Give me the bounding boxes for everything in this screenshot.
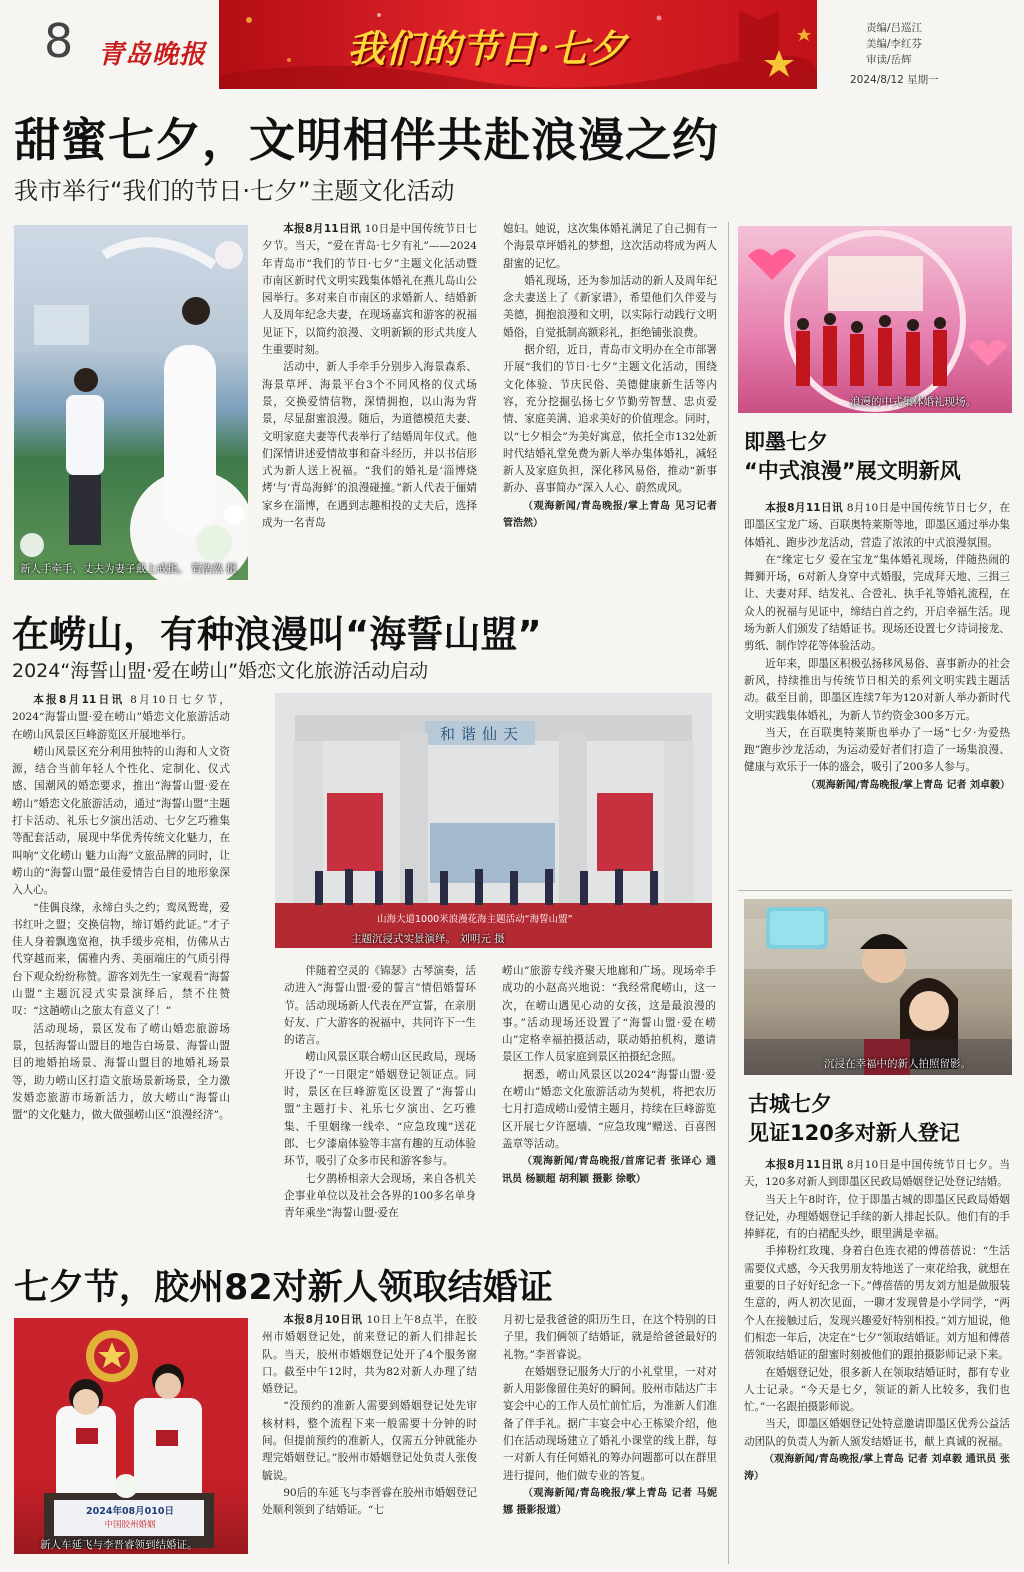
editor-line-2: 美编/李红芬 [866,38,923,50]
a4-para-5: 当天，即墨区婚姻登记处特意邀请即墨区优秀公益活动团队的负责人为新人颁发结婚证书，献上真诚的祝福。 [744,1418,1010,1448]
a1-wedding-photo [14,225,248,580]
divider-horizontal-right-1 [738,890,1012,891]
a1-column-2 [503,221,717,585]
a4-para-3: 手捧粉红玫瑰、身着白色连衣裙的傅蓓蓓说：“生活需要仪式感，今天我男朋友特地送了一束花给我，就想在重要的日子好好纪念一下。”傅蓓蓓的男友刘方旭是做服装生意的，两人初次见面，一聊才发现曾是小学同学，“两个人在接触过后，发现兴趣爱好特别相投。”刘方旭说，他们相恋一年后，决定在“七夕”领取结婚证。刘方旭和傅蓓蓓领取结婚证的甜蜜时刻被他们的跟拍摄影师记录下来。 [744,1245,1010,1362]
a2-para-3: 近年来，即墨区积极弘扬移风易俗、喜事新办的社会新风，持续推出与传统节日相关的系列文明实践主题活动。截至目前，即墨区连续7年为120对新人举办新时代文明实践集体婚礼，为新人节约资金300多万元。 [744,657,1010,722]
a3-subhead: 2024“海誓山盟·爱在崂山”婚恋文化旅游活动启动 [12,660,429,682]
a3-para-6: 崂山风景区联合崂山区民政局，现场开设了“一日限定”婚姻登记领证点。同时，景区在巨峰游览区设置了“海誓山盟”主题打卡、礼乐七夕演出、乞巧雅集、千里姻缘一线牵、“应急玫瑰”送花郎、七夕漆扇体验等丰富有趣的互动体验环节，吸引了众多市民和游客参与。 [284,1051,476,1168]
a5-column-2 [503,1312,717,1565]
a1-para-2: 活动中，新人手牵手分别步入海景森系、海景草坪、海景平台3个不同风格的仪式场景，交换爱情信物，深情拥抱，以山海为背景，尽显甜蜜浪漫。随后，为道德模范夫妻、文明家庭夫妻等代表举行了结婚周年仪式。他们深情讲述爱情故事和奋斗经历，并以书信形式为新人送上祝福。“我们的婚礼是‘淄博烧烤’与‘青岛海鲜’的浪漫碰撞。”新人代表于俪婧家乡在淄博，在遇到志趣相投的丈夫后，选择成为一名青岛 [262,361,477,530]
a5-para-5: 在婚姻登记服务大厅的小礼堂里，一对对新人用影像留住美好的瞬间。胶州市陆达广丰宴会中心的工作人员忙前忙后，为准新人们准备了伴手礼。据广丰宴会中心王栋梁介绍，他们在活动现场建立了婚礼小课堂的线上群，每一对新人有任何婚礼的筹办问题都可以在群里进行提问，他们做专业的答复。 [503,1365,717,1482]
a3-dateline: 本报8月11日讯 [33,694,125,706]
a5-para-4: 月初七是我爸爸的阳历生日，在这个特别的日子里，我们俩领了结婚证，就是给爸爸最好的礼物。”李晋睿说。 [503,1314,717,1361]
a3-credit: （观海新闻/青岛晚报/首席记者 张译心 通讯员 杨颖超 胡利颖 摄影 徐歌） [502,1156,716,1185]
divider-vertical-right [728,222,729,1564]
a1-para-5: 据介绍，近日，青岛市文明办在全市部署开展“我们的节日·七夕”主题文化活动，围绕文化体验、节庆民俗、美德健康新生活等内容，充分挖掘弘扬七夕节勤劳智慧、忠贞爱情、家庭美满、追求美好的价值理念。同时，以“七夕相会”为美好寓意，依托全市132处新时代结婚礼堂免费为新人举办集体婚礼，减轻新人及家庭负担，深化移风易俗，推动“新事新办、喜事简办”深入人心、蔚然成风。 [503,344,717,495]
a2-photo-caption: 浪漫的中式集体婚礼现场。 [850,396,976,408]
a2-para-4: 当天，在百联奥特莱斯也举办了一场“七夕·为爱热跑”跑步沙龙活动，为运动爱好者们打造了一场集浪漫、健康与欢乐于一体的盛会，吸引了200多人参与。 [744,726,1010,774]
a4-selfie-photo [744,899,1012,1075]
a2-headline-line-1: 即墨七夕 [744,430,828,454]
a1-credit: （观海新闻/青岛晚报/掌上青岛 见习记者 管浩然） [503,500,717,530]
a3-column-1 [12,692,230,1252]
a3-column-2 [284,963,476,1251]
a2-dateline: 本报8月11日讯 [765,502,843,514]
a5-para-3: 90后的车延飞与李晋睿在胶州市婚姻登记处顺利领到了结婚证。“七 [262,1486,477,1517]
a1-column-1 [262,221,477,585]
a2-body [744,500,1010,886]
issue-date: 2024/8/12 星期一 [850,74,939,86]
a4-body [744,1157,1010,1565]
a2-credit: （观海新闻/青岛晚报/掌上青岛 记者 刘卓毅） [805,779,1010,791]
a3-para-8: 崂山”旅游专线齐聚天地廊和广场。现场牵手成功的小赵高兴地说：“我经常爬崂山，这一次，在崂山遇见心动的女孩，这是最浪漫的事。”活动现场还设置了“海誓山盟·爱在崂山”定格幸福拍摄活动，联动婚拍机构，邀请景区工作人员家庭到景区拍摄纪念照。 [502,965,716,1064]
a1-dateline: 本报8月11日讯 [283,223,361,235]
a3-column-3 [502,963,716,1251]
a5-photo-caption: 新人车延飞与李晋睿领到结婚证。 [40,1539,198,1551]
masthead [0,0,1024,94]
a5-para-2: “没预约的准新人需要到婚姻登记处先审核材料，整个流程下来一般需要十分钟的时间。但提前预约的准新人，仅需五分钟就能办理完婚姻登记。”胶州市婚姻登记处负责人张俊毓说。 [262,1400,477,1482]
festival-banner [219,0,817,89]
a3-headline: 在崂山，有种浪漫叫“海誓山盟” [12,613,542,656]
page-number: 8 [44,14,74,68]
a5-couple-photo [14,1318,248,1554]
a4-dateline: 本报8月11日讯 [765,1159,843,1171]
a3-para-2: 崂山风景区充分利用独特的山海和人文资源，结合当前年轻人个性化、定制化、仪式感、国潮风的婚恋要求，推出“海誓山盟·爱在崂山”婚恋文化旅游活动，通过“海誓山盟”主题打卡活动、礼乐七夕演出活动、七夕乞巧雅集等配套活动，展现中华优秀传统文化魅力，在叫响“文化崂山 魅力山海”文旅品牌的同时，让崂山的“海誓山盟”最佳爱情告白目的地形象深入人心。 [12,745,230,897]
a1-para-1: 10日是中国传统节日七夕节。当天，“爱在青岛·七夕有礼”——2024年青岛市“我们的节日·七夕”主题文化活动暨市南区新时代文明实践集体婚礼在燕儿岛山公园举行。多对来自市南区的求婚新人、结婚新人及周年纪念夫妻，在现场嘉宾和游客的祝福见证下，以简约浪漫、文明新颖的形式共度人生重要时刻。 [262,223,477,357]
a3-para-7: 七夕鹊桥相亲大会现场，来自各机关企事业单位以及社会各界的100多名单身青年乘坐“海誓山盟·爱在 [284,1172,476,1220]
a4-para-2: 当天上午8时许，位于即墨古城的即墨区民政局婚姻登记处，办理婚姻登记手续的新人排起长队。他们有的手捧鲜花，有的白裙配头纱，眼里满是幸福。 [744,1193,1010,1241]
a5-dateline: 本报8月10日讯 [283,1314,363,1326]
a3-para-4: 活动现场，景区发布了崂山婚恋旅游场景，包括海誓山盟目的地告白场景、海誓山盟目的地婚拍场景、海誓山盟目的地婚礼场景等，助力崂山区打造文旅场景新场景，全力激发婚恋旅游市场新活力，放大崂山“海誓山盟”的文化魅力，做大做强崂山区“浪漫经济”。 [12,1022,230,1122]
a4-para-4: 在婚姻登记处，很多新人在领取结婚证时，都有专业人士记录。“今天是七夕，领证的新人比较多，我们也忙。”一名跟拍摄影师说。 [744,1366,1010,1414]
editor-line-3: 审读/岳辉 [866,54,912,66]
a1-para-3: 媳妇。她说，这次集体婚礼满足了自己拥有一个海景草坪婚礼的梦想，这次活动将成为两人甜蜜的记忆。 [503,223,717,270]
a4-photo-caption: 沉浸在幸福中的新人拍照留影。 [824,1058,971,1070]
a3-para-1: 8月10日七夕节，2024“海誓山盟·爱在崂山”婚恋文化旅游活动在崂山风景区巨峰游览区开展地举行。 [12,694,230,741]
a4-headline [748,1090,960,1148]
a4-credit: （观海新闻/青岛晚报/掌上青岛 记者 刘卓毅 通讯员 张涛） [744,1454,1010,1483]
a5-board-subtext: 中国胶州婚姻 [104,1520,156,1530]
a1-headline: 甜蜜七夕，文明相伴共赴浪漫之约 [14,113,719,167]
paper-name-logo: 青岛晚报 [98,40,207,70]
a2-para-1: 8月10日是中国传统节日七夕，在即墨区宝龙广场、百联奥特莱斯等地，即墨区通过举办集体婚礼、跑步沙龙活动，营造了浓浓的中式浪漫氛围。 [744,502,1010,549]
a5-credit: （观海新闻/青岛晚报/掌上青岛 记者 马妮娜 摄影报道） [503,1487,717,1517]
a4-headline-line-1: 古城七夕 [748,1092,832,1116]
a3-gate-sign: 和谐仙天 [440,725,525,743]
a2-para-2: 在“缘定七夕 爱在宝龙”集体婚礼现场，伴随热闹的舞狮开场，6对新人身穿中式婚服，完成拜天地、三揖三让、夫妻对拜、结发礼、合卺礼、执手礼等婚礼流程，在众人的祝福与见证中，缔结白首之约，开启幸福生活。现场为新人们颁发了结婚证书。现场还设置七夕诗词接龙、剪纸、制作饽花等体验活动。 [744,553,1010,653]
a3-gate-photo [275,693,712,948]
a5-board-date: 2024年08月010日 [86,1506,174,1517]
a5-column-1 [262,1312,477,1565]
a2-headline-line-2: “中式浪漫”展文明新风 [744,459,961,483]
a1-para-4: 婚礼现场，还为参加活动的新人及周年纪念夫妻送上了《新家谱》，希望他们久伴爱与美德，拥抱浪漫和文明，以实际行动践行文明婚俗，自觉抵制高额彩礼，拒绝铺张浪费。 [503,274,717,339]
a4-headline-line-2: 见证120多对新人登记 [748,1121,960,1145]
a2-photo-art [738,226,1012,413]
a4-para-1: 8月10日是中国传统节日七夕。当天，120多对新人到即墨区民政局婚姻登记处登记结婚。 [744,1159,1010,1189]
a1-subhead: 我市举行“我们的节日·七夕”主题文化活动 [14,177,455,205]
a3-para-3: “佳偶良缘，永缔白头之约；鸾凤鸳鸯，爱书红叶之盟；交换信物，缔订婚约此证。”才子佳人身着飘逸宽袍，执手缓步亮相，仿佛从古代穿越而来，儒雅内秀、美丽端庄的气质引得台下观众纷纷称赞。游客刘先生一家观看“海誓山盟”主题沉浸式实景演绎后，禁不住赞叹：“这趟崂山之旅太有意义了！” [12,901,230,1018]
a2-headline [744,428,961,486]
banner-title: 我们的节日·七夕 [347,26,627,71]
editor-line-1: 责编/吕巡江 [866,22,923,34]
a4-photo-art [744,899,1012,1075]
a3-photo-caption: 主题沉浸式实景演绎。 刘明元 摄 [351,933,505,945]
a1-photo-caption: 新人手牵手，丈夫为妻子戴上戒指。 管浩然 摄 [20,563,237,575]
a3-para-9: 据悉，崂山风景区以2024“海誓山盟·爱在崂山”婚恋文化旅游活动为契机，将把农历七月打造成崂山爱情主题月，持续在巨峰游览区开展七夕许愿墙、“应急玫瑰”赠送、百喜图盖章等活动。 [502,1068,716,1150]
a3-stage-banner: 山海大道1000米浪漫花海主题活动“海誓山盟” [377,914,573,925]
a1-photo-art [14,225,248,580]
a5-para-1: 10日上午8点半，在胶州市婚姻登记处，前来登记的新人们排起长队。当天，胶州市婚姻登记处开了4个服务窗口。截至中午12时，共为82对新人办理了结婚登记。 [262,1314,477,1396]
editor-credits [866,20,922,68]
a2-photo [738,226,1012,413]
a5-headline: 七夕节，胶州82对新人领取结婚证 [14,1268,553,1308]
a3-para-5: 伴随着空灵的《锦瑟》古琴演奏，活动进入“海誓山盟·爱的誓言”情侣婚誓环节。活动现场新人代表在严宣誓，在亲朋好友、广大游客的祝福中，共同许下一生的诺言。 [284,965,476,1047]
